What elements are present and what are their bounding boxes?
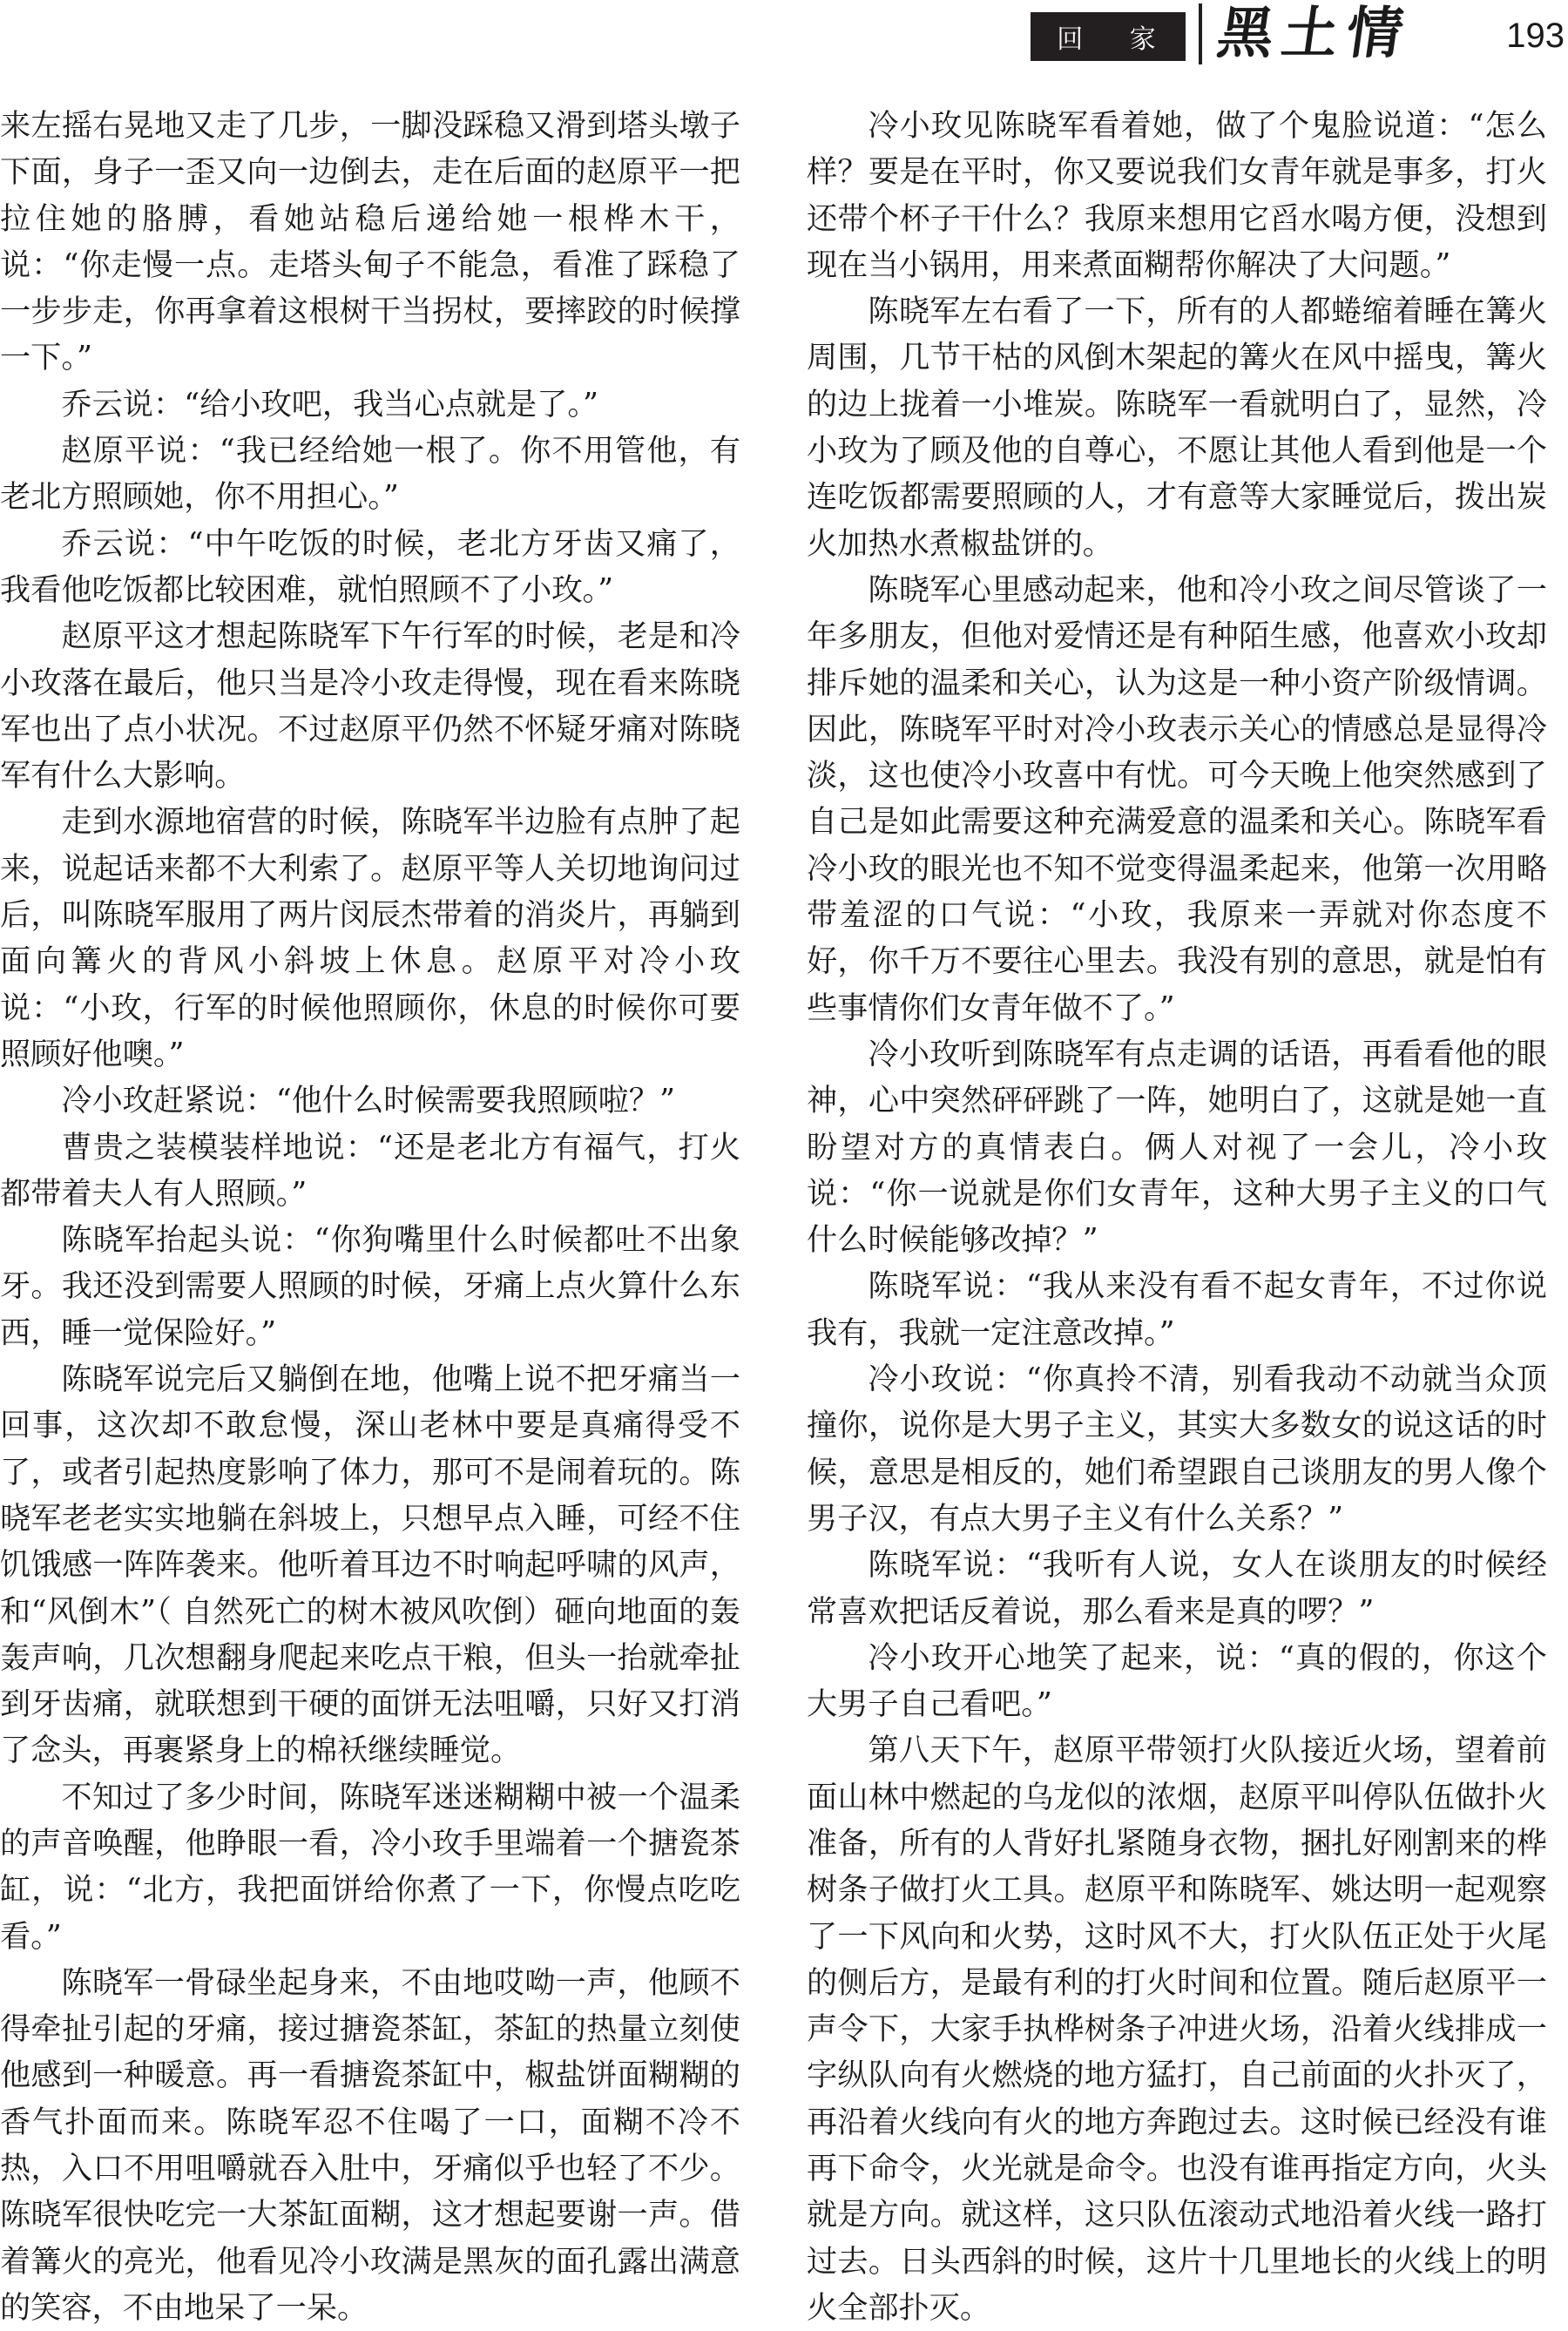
page-number: 193 [1506, 17, 1565, 55]
magazine-title: 黑土情 [1213, 1, 1416, 66]
paragraph: 第八天下午，赵原平带领打火队接近火场，望着前面山林中燃起的乌龙似的浓烟，赵原平叫停队伍做扑火准备，所有的人背好扎紧随身衣物，捆扎好刚割来的桦树条子做打火工具。赵原平和陈晓军、姚达明一起观察了一下风向和火势，这时风不大，打火队伍正处于火尾的侧后方，是最有利的打火时间和位置。随后赵原平一声令下，大家手执桦树条子冲进火场，沿着火线排成一字纵队向有火燃烧的地方猛打，自己前面的火扑灭了，再沿着火线向有火的地方奔跑过去。这时候已经没有谁再下命令，火光就是命令。也没有谁再指定方向，火头就是方向。就这样，这只队伍滚动式地沿着火线一路打过去。日头西斜的时候，这片十几里地长的火线上的明火全部扑灭。 [807, 1733, 1547, 2326]
paragraph: 冷小玫见陈晓军看着她，做了个鬼脸说道：“怎么样？要是在平时，你又要说我们女青年就是事多，打火还带个杯子干什么？我原来想用它舀水喝方便，没想到现在当小锅用，用来煮面糊帮你解决了大问题。” [807, 108, 1547, 283]
paragraph: 陈晓军说完后又躺倒在地，他嘴上说不把牙痛当一回事，这次却不敢怠慢，深山老林中要是真痛得受不了，或者引起热度影响了体力，那可不是闹着玩的。陈晓军老老实实地躺在斜坡上，只想早点入睡，可经不住饥饿感一阵阵袭来。他听着耳边不时响起呼啸的风声，和“风倒木”（ 自然死亡的树木被风吹倒）砸向地面的轰轰声响，几次想翻身爬起来吃点干粮，但头一抬就牵扯到牙齿痛，就联想到干硬的面饼无法咀嚼，只好又打消了念头，再裹紧身上的棉袄继续睡觉。 [0, 1361, 740, 1769]
paragraph: 冷小玫说：“你真拎不清，别看我动不动就当众顶撞你，说你是大男子主义，其实大多数女的说这话的时候，意思是相反的，她们希望跟自己谈朋友的男人像个男子汉，有点大男子主义有什么关系？” [807, 1361, 1547, 1537]
paragraph: 冷小玫赶紧说：“他什么时候需要我照顾啦？” [61, 1083, 675, 1119]
paragraph: 走到水源地宿营的时候，陈晓军半边脸有点肿了起来，说起话来都不大利索了。赵原平等人关切地询问过后，叫陈晓军服用了两片闵辰杰带着的消炎片，再躺到面向篝火的背风小斜坡上休息。赵原平对冷小玫说：“小玫，行军的时候他照顾你，休息的时候你可要照顾好他噢。” [0, 804, 740, 1072]
paragraph: 冷小玫听到陈晓军有点走调的话语，再看看他的眼神，心中突然砰砰跳了一阵，她明白了，这就是她一直盼望对方的真情表白。俩人对视了一会儿，冷小玫说：“你一说就是你们女青年，这种大男子主义的口气什么时候能够改掉？” [807, 1036, 1547, 1259]
right-column [807, 103, 1547, 2331]
paragraph: 乔云说：“给小玫吧，我当心点就是了。” [61, 386, 598, 422]
paragraph: 陈晓军抬起头说：“你狗嘴里什么时候都吐不出象牙。我还没到需要人照顾的时候，牙痛上点火算什么东西，睡一觉保险好。” [0, 1222, 740, 1351]
section-label: 回 家 [1031, 12, 1186, 61]
paragraph: 赵原平说：“我已经给她一根了。你不用管他，有老北方照顾她，你不用担心。” [0, 433, 740, 516]
paragraph: 陈晓军说：“我从来没有看不起女青年，不过你说我有，我就一定注意改掉。” [807, 1268, 1547, 1351]
paragraph: 不知过了多少时间，陈晓军迷迷糊糊中被一个温柔的声音唤醒，他睁眼一看，冷小玫手里端着一个搪瓷茶缸，说：“北方，我把面饼给你煮了一下，你慢点吃吃看。” [0, 1779, 740, 1955]
paragraph: 来左摇右晃地又走了几步，一脚没踩稳又滑到塔头墩子下面，身子一歪又向一边倒去，走在后面的赵原平一把拉住她的胳膊，看她站稳后递给她一根桦木干，说：“你走慢一点。走塔头甸子不能急，看准了踩稳了一步步走，你再拿着这根树干当拐杖，要摔跤的时候撑一下。” [0, 108, 740, 376]
paragraph: 陈晓军心里感动起来，他和冷小玫之间尽管谈了一年多朋友，但他对爱情还是有种陌生感，他喜欢小玫却排斥她的温柔和关心，认为这是一种小资产阶级情调。因此，陈晓军平时对冷小玫表示关心的情感总是显得冷淡，这也使冷小玫喜中有忧。可今天晚上他突然感到了自己是如此需要这种充满爱意的温柔和关心。陈晓军看冷小玫的眼光也不知不觉变得温柔起来，他第一次用略带羞涩的口气说：“小玫，我原来一弄就对你态度不好，你千万不要往心里去。我没有别的意思，就是怕有些事情你们女青年做不了。” [807, 571, 1547, 1026]
header-divider [1199, 3, 1202, 64]
paragraph: 陈晓军一骨碌坐起身来，不由地哎呦一声，他顾不得牵扯引起的牙痛，接过搪瓷茶缸，茶缸的热量立刻使他感到一种暖意。再一看搪瓷茶缸中，椒盐饼面糊糊的香气扑面而来。陈晓军忍不住喝了一口，面糊不冷不热，入口不用咀嚼就吞入肚中，牙痛似乎也轻了不少。陈晓军很快吃完一大茶缸面糊，这才想起要谢一声。借着篝火的亮光，他看见冷小玫满是黑灰的面孔露出满意的笑容，不由地呆了一呆。 [0, 1964, 740, 2326]
paragraph: 陈晓军左右看了一下，所有的人都蜷缩着睡在篝火周围，几节干枯的风倒木架起的篝火在风中摇曳，篝火的边上拢着一小堆炭。陈晓军一看就明白了，显然，冷小玫为了顾及他的自尊心，不愿让其他人看到他是一个连吃饭都需要照顾的人，才有意等大家睡觉后，拨出炭火加热水煮椒盐饼的。 [807, 294, 1547, 562]
paragraph: 曹贵之装模装样地说：“还是老北方有福气，打火都带着夫人有人照顾。” [0, 1129, 740, 1212]
paragraph: 冷小玫开心地笑了起来，说：“真的假的，你这个大男子自己看吧。” [807, 1639, 1547, 1723]
paragraph: 乔云说：“中午吃饭的时候，老北方牙齿又痛了，我看他吃饭都比较困难，就怕照顾不了小玫。” [0, 525, 740, 608]
paragraph: 赵原平这才想起陈晓军下午行军的时候，老是和冷小玫落在最后，他只当是冷小玫走得慢，现在看来陈晓军也出了点小状况。不过赵原平仍然不怀疑牙痛对陈晓军有什么大影响。 [0, 618, 740, 794]
page-header [0, 0, 1568, 70]
left-column [0, 103, 740, 2331]
paragraph: 陈晓军说：“我听有人说，女人在谈朋友的时候经常喜欢把话反着说，那么看来是真的啰？” [807, 1547, 1547, 1630]
